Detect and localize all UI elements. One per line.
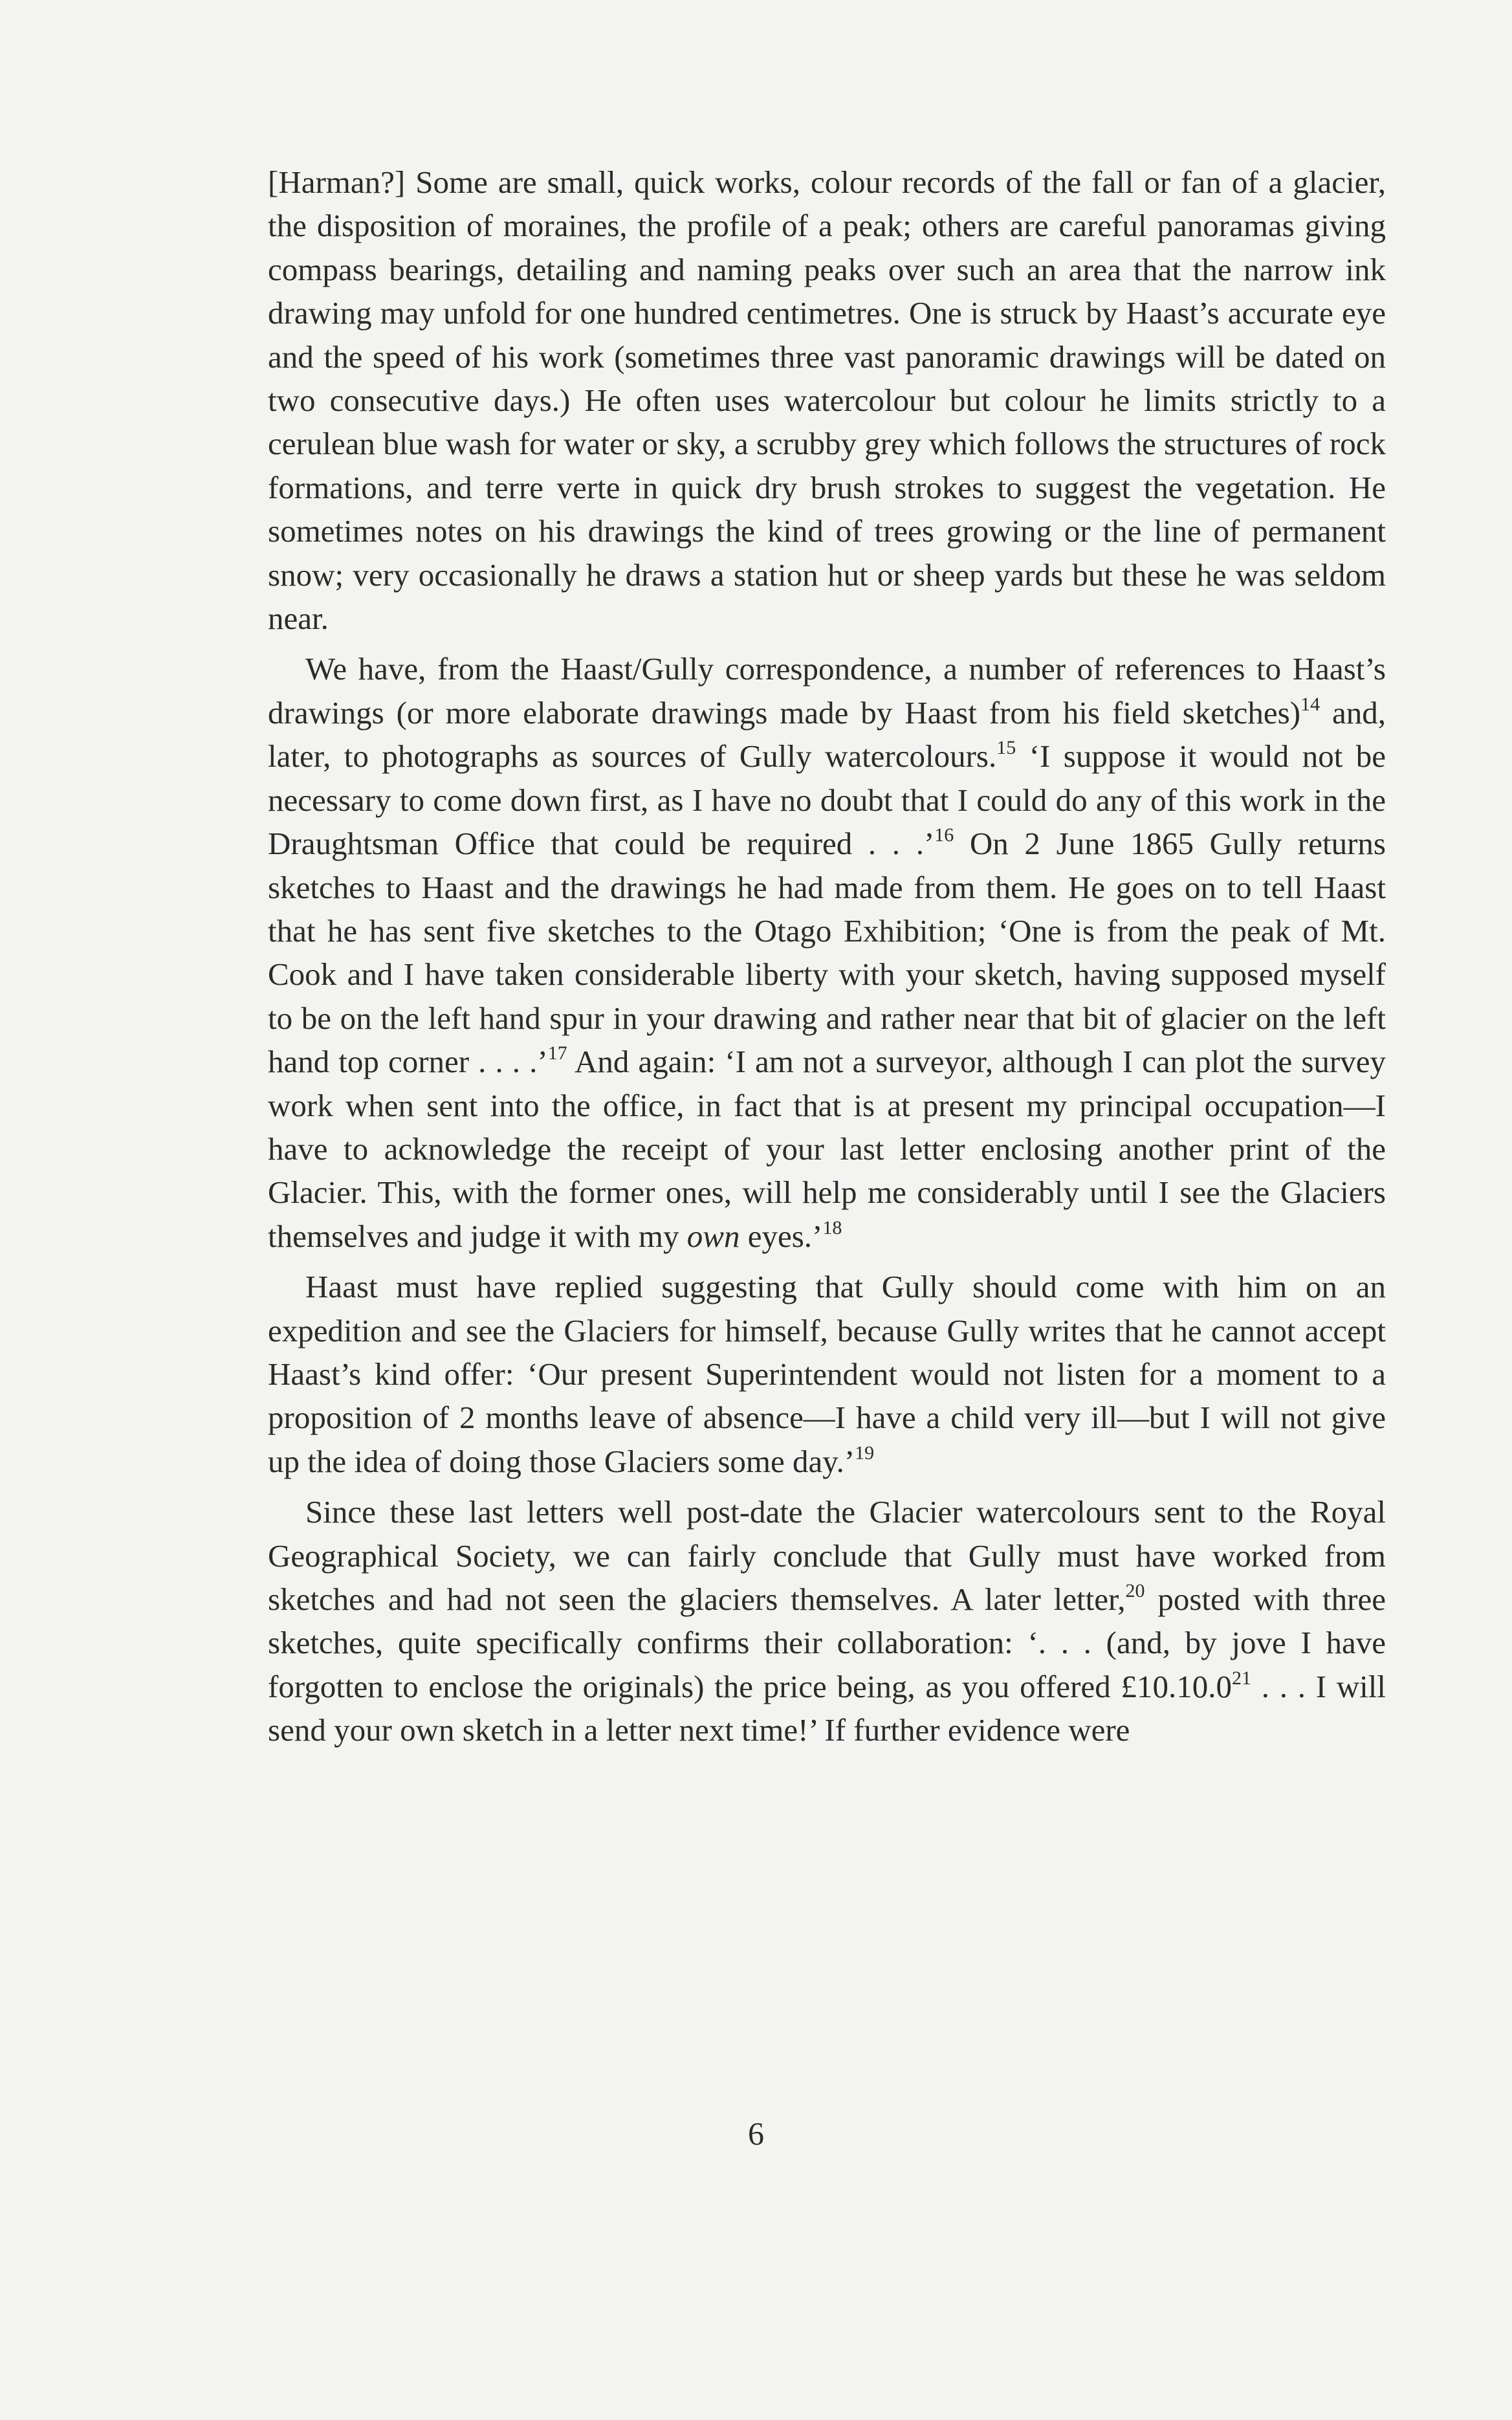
page-body — [268, 160, 1386, 1759]
footnote-marker: 21 — [1231, 1667, 1251, 1689]
footnote-marker: 20 — [1125, 1580, 1145, 1601]
paragraph-text: posted with three sketches, quite specifically confirms their collaboration: ‘. . . (and, by jove I have forgotten to enclose the originals) the price being, as you offered £10.10.0 — [268, 1581, 1386, 1704]
footnote-marker: 19 — [855, 1442, 875, 1464]
paragraph-p3 — [268, 1265, 1386, 1483]
paragraph-text: . . . I will send your own sketch in a letter next time!’ If further evidence were — [268, 1668, 1386, 1748]
footnote-marker: 14 — [1300, 693, 1320, 715]
paragraph-p2 — [268, 647, 1386, 1258]
paragraph-p4 — [268, 1490, 1386, 1752]
paragraph-text: Since these last letters well post-date the Glacier watercolours sent to the Royal Geographical Society, we can fairly conclude that Gully must have worked from sketches and had not seen the glaciers themselves. A later letter, — [268, 1494, 1386, 1617]
footnote-marker: 15 — [996, 737, 1016, 759]
paragraph-text: On 2 June 1865 Gully returns sketches to Haast and the drawings he had made from them. He goes on to tell Haast that he has sent five sketches to the Otago Exhibition; ‘One is from the peak of Mt. Cook and I have taken considerable liberty with your sketch, having supposed myself to be on the left hand spur in your drawing and rather near that bit of glacier on the left hand top corner . . . .’ — [268, 826, 1386, 1080]
footnote-marker: 16 — [934, 824, 954, 846]
page-number: 6 — [748, 2115, 764, 2151]
paragraph-text: We have, from the Haast/Gully correspondence, a number of references to Haast’s drawings (or more elaborate drawings made by Haast from his field sketches) — [268, 651, 1386, 731]
footnote-marker: 17 — [547, 1042, 567, 1064]
italic-text: own — [686, 1218, 740, 1254]
paragraph-text: ‘I suppose it would not be necessary to come down first, as I have no doubt that I could do any of this work in the Draughtsman Office that could be required . . .’ — [268, 738, 1386, 862]
paragraph-text: And again: ‘I am not a surveyor, although I can plot the survey work when sent into the office, in fact that is at present my principal occupation—I have to acknowledge the receipt of your last letter enclosing another print of the Glacier. This, with the former ones, will help me considerably until I see the Glaciers themselves and judge it with my — [268, 1044, 1386, 1254]
paragraph-text: Haast must have replied suggesting that Gully should come with him on an expedition and see the Glaciers for himself, because Gully writes that he cannot accept Haast’s kind offer: ‘Our present Superintendent would not listen for a moment to a proposition of 2 months leave of absence—I have a child very ill—but I will not give up the idea of doing those Glaciers some day.’ — [268, 1269, 1386, 1479]
paragraph-text: and, later, to photographs as sources of Gully watercolours. — [268, 694, 1386, 775]
paragraph-p1 — [268, 160, 1386, 640]
footnote-marker: 18 — [822, 1216, 842, 1238]
paragraph-text: eyes.’ — [740, 1218, 823, 1254]
paragraph-text: [Harman?] Some are small, quick works, colour records of the fall or fan of a glacier, the disposition of moraines, the profile of a peak; others are careful panoramas giving compass bearings, detailing and naming peaks over such an area that the narrow ink drawing may unfold for one hundred centimetres. One is struck by Haast’s accurate eye and the speed of his work (sometimes three vast panoramic drawings will be dated on two consecutive days.) He often uses watercolour but colour he limits strictly to a cerulean blue wash for water or sky, a scrubby grey which follows the structures of rock formations, and terre verte in quick dry brush strokes to suggest the vegetation. He sometimes notes on his drawings the kind of trees growing or the line of permanent snow; very occasionally he draws a station hut or sheep yards but these he was seldom near. — [268, 164, 1386, 637]
